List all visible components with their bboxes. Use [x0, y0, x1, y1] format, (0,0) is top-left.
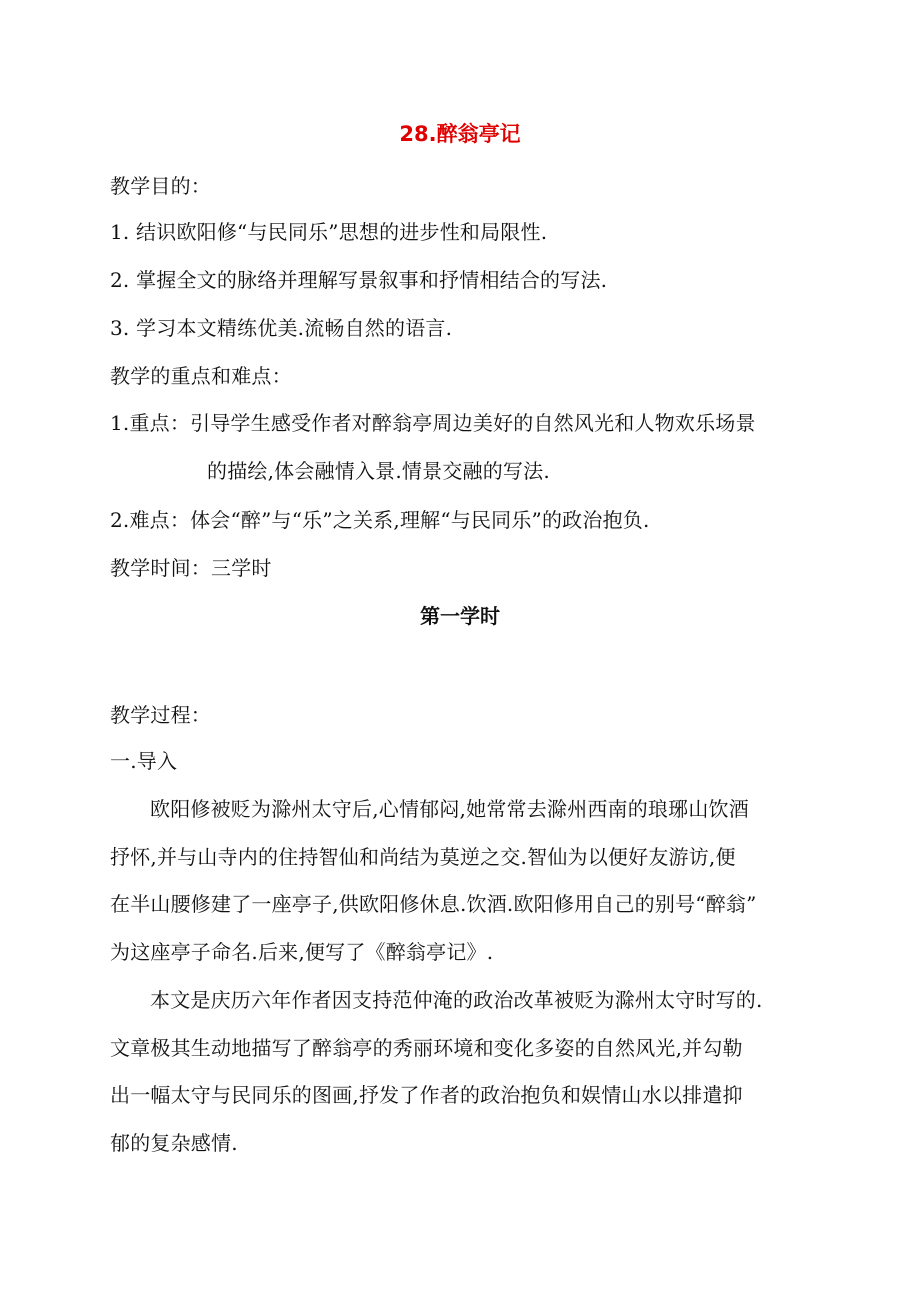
objective-item: 1. 结识欧阳修“与民同乐”思想的进步性和局限性.	[110, 220, 548, 244]
focus-point: 2.难点：体会“醉”与“乐”之关系,理解“与民同乐”的政治抱负.	[110, 508, 650, 532]
process-heading: 教学过程：	[110, 703, 211, 727]
objective-item: 2. 掌握全文的脉络并理解写景叙事和抒情相结合的写法.	[110, 268, 608, 292]
paragraph-line: 出一幅太守与民同乐的图画,抒发了作者的政治抱负和娱情山水以排遣抑	[110, 1083, 743, 1107]
paragraph-line: 欧阳修被贬为滁州太守后,心情郁闷,她常常去滁州西南的琅琊山饮酒	[150, 797, 749, 821]
paragraph-line: 在半山腰修建了一座亭子,供欧阳修休息.饮酒.欧阳修用自己的别号“醉翁”	[110, 892, 757, 916]
paragraph-line: 郁的复杂感情.	[110, 1131, 238, 1155]
objectives-heading: 教学目的：	[110, 174, 211, 198]
focus-heading: 教学的重点和难点：	[110, 364, 292, 388]
paragraph-line: 为这座亭子命名.后来,便写了《醉翁亭记》.	[110, 940, 494, 964]
document-title: 28.醉翁亭记	[399, 122, 521, 146]
teaching-time: 教学时间：三学时	[110, 556, 272, 580]
paragraph-line: 抒怀,并与山寺内的住持智仙和尚结为莫逆之交.智仙为以便好友游访,便	[110, 845, 736, 869]
objective-item: 3. 学习本文精练优美.流畅自然的语言.	[110, 316, 453, 340]
intro-heading: 一.导入	[110, 749, 178, 773]
paragraph-line: 本文是庆历六年作者因支持范仲淹的政治改革被贬为滁州太守时写的.	[150, 988, 763, 1012]
section-title: 第一学时	[420, 604, 500, 628]
focus-point-continuation: 的描绘,体会融情入景.情景交融的写法.	[207, 459, 550, 483]
focus-point: 1.重点：引导学生感受作者对醉翁亭周边美好的自然风光和人物欢乐场景	[110, 411, 756, 435]
paragraph-line: 文章极其生动地描写了醉翁亭的秀丽环境和变化多姿的自然风光,并勾勒	[110, 1036, 743, 1060]
